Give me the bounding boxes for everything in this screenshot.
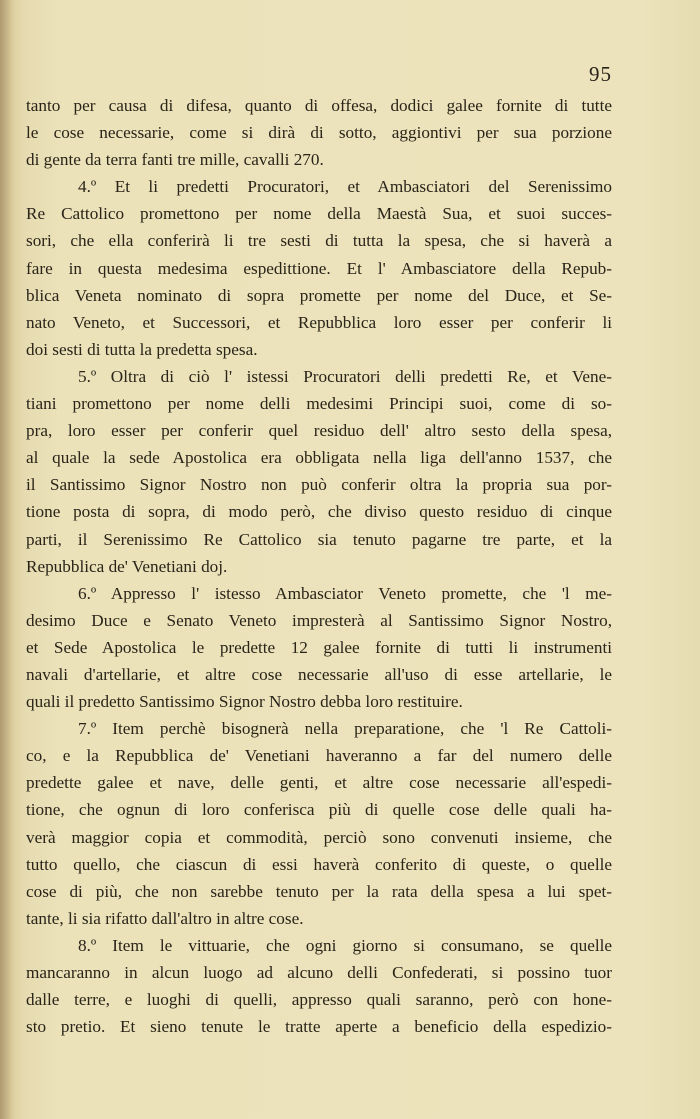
text-line: pra, loro esser per conferir quel residuo dell' altro sesto della spesa,: [26, 421, 612, 441]
text-line: sto pretio. Et sieno tenute le tratte aperte a beneficio della espedizio-: [26, 1017, 612, 1037]
text-line: nato Veneto, et Successori, et Repubblica loro esser per conferir li: [26, 312, 612, 332]
gutter-shadow: [0, 0, 14, 1119]
text-line: desimo Duce e Senato Veneto impresterà al Santissimo Signor Nostro,: [26, 610, 612, 630]
text-line: 7.º Item perchè bisognerà nella preparatione, che 'l Re Cattoli-: [78, 719, 612, 739]
text-line: cose di più, che non sarebbe tenuto per la rata della spesa a lui spet-: [26, 881, 612, 901]
text-line: predette galee et nave, delle genti, et altre cose necessarie all'espedi-: [26, 773, 612, 793]
text-line: doi sesti di tutta la predetta spesa.: [26, 339, 258, 359]
page-number: 95: [589, 62, 612, 86]
text-line: navali d'artellarie, et altre cose necessarie all'uso di esse artellarie, le: [26, 664, 612, 684]
text-line: co, e la Repubblica de' Venetiani haveranno a far del numero delle: [26, 746, 612, 766]
text-line: parti, il Serenissimo Re Cattolico sia tenuto pagarne tre parte, et la: [26, 529, 612, 549]
text-line: fare in questa medesima espedittione. Et l' Ambasciatore della Repub-: [26, 258, 612, 278]
text-line: 4.º Et li predetti Procuratori, et Ambasciatori del Serenissimo: [78, 177, 612, 197]
text-line: tante, li sia rifatto dall'altro in altre cose.: [26, 908, 304, 928]
text-line: il Santissimo Signor Nostro non può conferir oltra la propria sua por-: [26, 475, 612, 495]
text-line: 8.º Item le vittuarie, che ogni giorno si consumano, se quelle: [78, 935, 612, 955]
text-line: 5.º Oltra di ciò l' istessi Procuratori delli predetti Re, et Vene-: [78, 366, 612, 386]
text-line: blica Veneta nominato di sopra promette per nome del Duce, et Se-: [26, 285, 612, 305]
text-line: mancaranno in alcun luogo ad alcuno delli Confederati, si possino tuor: [26, 963, 612, 982]
text-line: tione posta di sopra, di modo però, che diviso questo residuo di cinque: [26, 502, 612, 522]
text-line: al quale la sede Apostolica era obbligata nella liga dell'anno 1537, che: [26, 448, 612, 468]
text-line: quali il predetto Santissimo Signor Nostro debba loro restituire.: [26, 692, 463, 712]
text-line: et Sede Apostolica le predette 12 galee fornite di tutti li instrumenti: [26, 637, 612, 657]
text-line: tanto per causa di difesa, quanto di offesa, dodici galee fornite di tutte: [26, 96, 612, 115]
text-line: tione, che ognun di loro conferisca più di quelle cose delle quali ha-: [26, 800, 612, 820]
text-line: tiani promettono per nome delli medesimi Principi suoi, come di so-: [26, 394, 612, 414]
text-line: sori, che ella conferirà li tre sesti di tutta la spesa, che si haverà a: [26, 231, 612, 251]
text-line: le cose necessarie, come si dirà di sotto, aggiontivi per sua porzione: [26, 123, 612, 143]
text-line: verà maggior copia et commodità, perciò sono convenuti insieme, che: [26, 827, 612, 847]
text-line: 6.º Appresso l' istesso Ambasciator Veneto promette, che 'l me-: [78, 583, 612, 603]
text-line: dalle terre, e luoghi di quelli, appresso quali saranno, però con hone-: [26, 990, 612, 1010]
body-text: [26, 92, 612, 1040]
text-line: di gente da terra fanti tre mille, cavalli 270.: [26, 150, 324, 170]
text-line: Repubblica de' Venetiani doj.: [26, 556, 228, 576]
text-line: tutto quello, che ciascun di essi haverà conferito di queste, o quelle: [26, 854, 612, 874]
text-line: Re Cattolico promettono per nome della Maestà Sua, et suoi succes-: [26, 204, 612, 224]
